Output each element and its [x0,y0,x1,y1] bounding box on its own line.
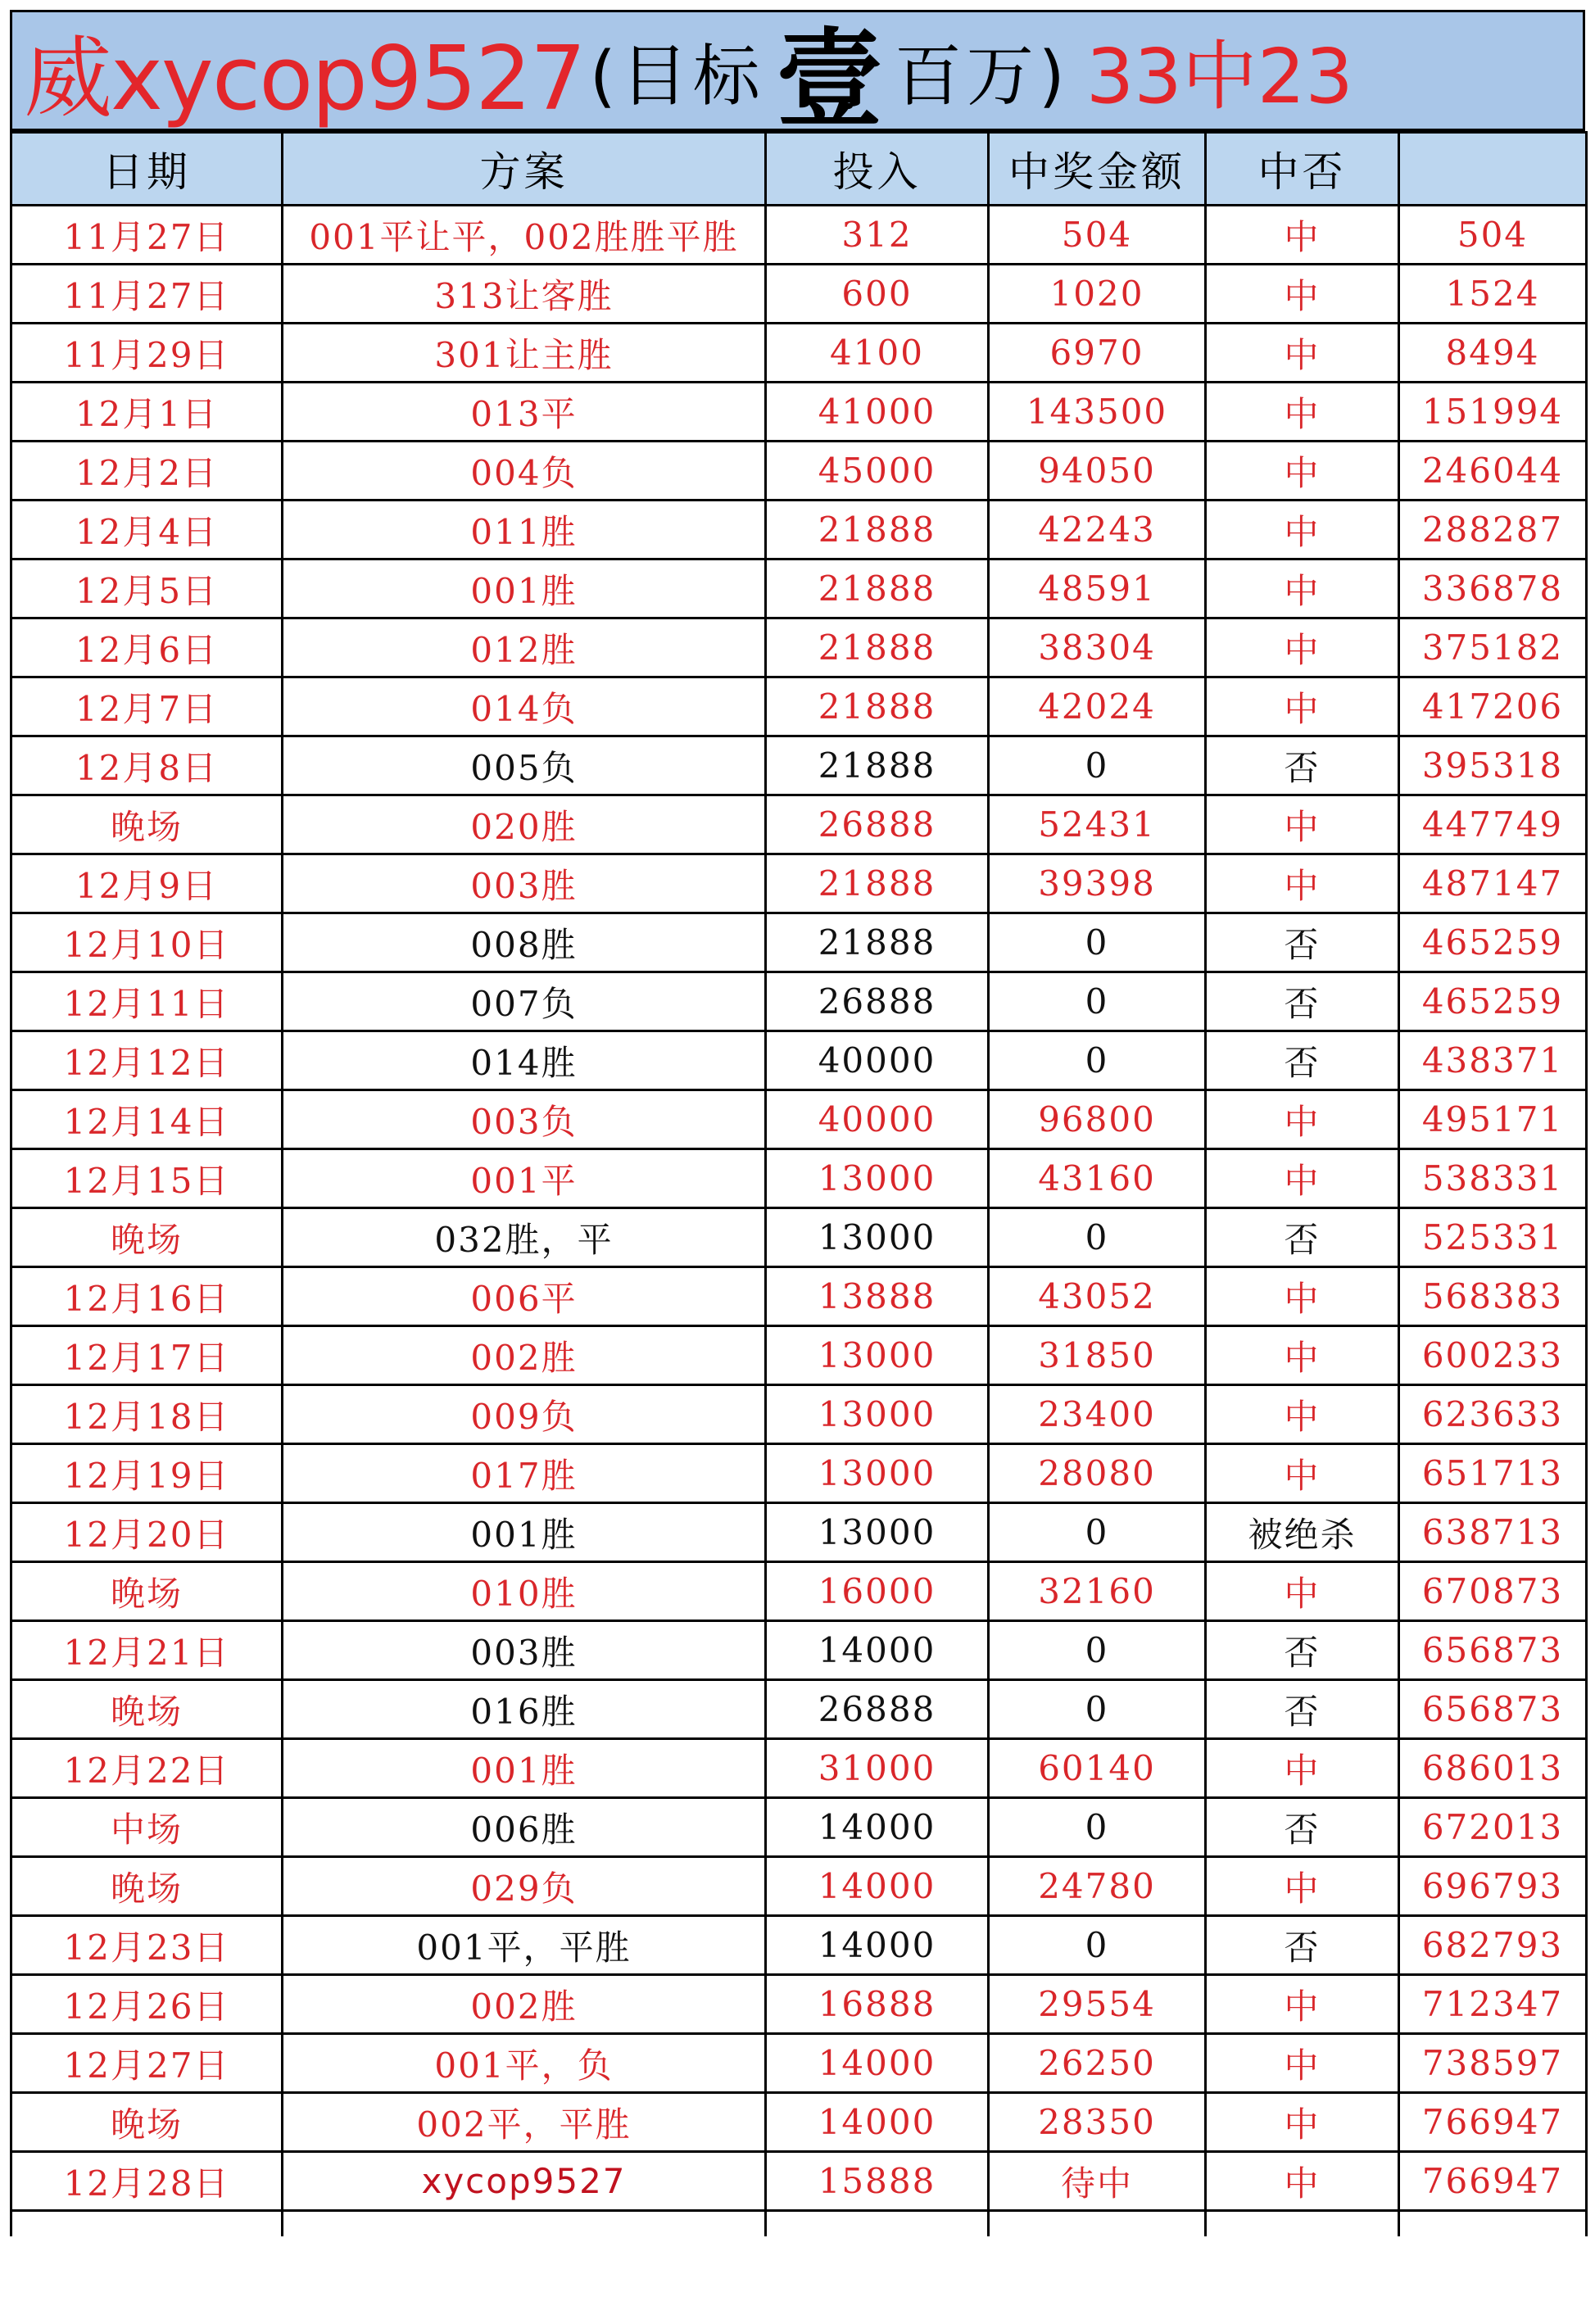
cell-date: 晚场 [11,1208,283,1267]
cell-total: 8494 [1399,324,1587,383]
cell-total: 682793 [1399,1916,1587,1975]
cell-date: 12月6日 [11,618,283,677]
header-plan: 方案 [283,133,766,206]
cell-stake: 40000 [766,1031,989,1090]
cell-prize: 48591 [989,559,1206,618]
cell-prize: 1020 [989,265,1206,324]
cell-plan: 001平 [283,1149,766,1208]
cell-date: 11月29日 [11,324,283,383]
cell-total: 465259 [1399,972,1587,1031]
title-brand: 威xycop9527 [24,27,585,130]
cell-plan: 301让主胜 [283,324,766,383]
cell-prize: 32160 [989,1562,1206,1621]
cell-result: 中 [1206,501,1399,559]
betting-record-sheet [10,10,1585,2236]
cell-result: 中 [1206,854,1399,913]
table-row [11,1031,1587,1090]
cell-prize: 0 [989,1503,1206,1562]
table-row [11,324,1587,383]
cell-stake: 41000 [766,383,989,442]
cell-total: 738597 [1399,2034,1587,2093]
cell-stake: 26888 [766,795,989,854]
cell-prize: 96800 [989,1090,1206,1149]
cell-total: 447749 [1399,795,1587,854]
cell-result: 中 [1206,1857,1399,1916]
cell-date: 晚场 [11,1562,283,1621]
table-row [11,972,1587,1031]
cell-total: 487147 [1399,854,1587,913]
cell-stake: 14000 [766,1798,989,1857]
cell-total: 417206 [1399,677,1587,736]
cell-total: 672013 [1399,1798,1587,1857]
cell-date: 12月11日 [11,972,283,1031]
empty-cell [11,2211,283,2237]
table-row [11,383,1587,442]
cell-plan: 013平 [283,383,766,442]
header-total [1399,133,1587,206]
header-stake: 投入 [766,133,989,206]
cell-stake: 13000 [766,1208,989,1267]
cell-prize: 0 [989,1208,1206,1267]
cell-prize: 42024 [989,677,1206,736]
cell-date: 11月27日 [11,206,283,265]
cell-total: 151994 [1399,383,1587,442]
cell-result: 中 [1206,1975,1399,2034]
cell-date: 12月4日 [11,501,283,559]
cell-plan: 029负 [283,1857,766,1916]
cell-prize: 0 [989,1798,1206,1857]
cell-date: 12月2日 [11,442,283,501]
cell-prize: 28080 [989,1444,1206,1503]
cell-plan: 009负 [283,1385,766,1444]
title-target-digit: 壹 [776,16,883,131]
cell-plan: 002胜 [283,1975,766,2034]
cell-prize: 0 [989,1031,1206,1090]
cell-prize: 待中 [989,2152,1206,2211]
cell-result: 中 [1206,2034,1399,2093]
cell-result: 中 [1206,1562,1399,1621]
table-row [11,854,1587,913]
cell-plan: 014胜 [283,1031,766,1090]
cell-plan: 001胜 [283,559,766,618]
cell-plan: 007负 [283,972,766,1031]
cell-result: 否 [1206,913,1399,972]
cell-date: 12月21日 [11,1621,283,1680]
cell-result: 中 [1206,2152,1399,2211]
cell-total: 712347 [1399,1975,1587,2034]
cell-prize: 29554 [989,1975,1206,2034]
cell-prize: 94050 [989,442,1206,501]
cell-date: 12月7日 [11,677,283,736]
header-result: 中否 [1206,133,1399,206]
cell-total: 670873 [1399,1562,1587,1621]
table-row [11,1562,1587,1621]
cell-stake: 13000 [766,1444,989,1503]
table-row [11,1444,1587,1503]
cell-prize: 143500 [989,383,1206,442]
cell-stake: 26888 [766,1680,989,1739]
table-row [11,2034,1587,2093]
cell-prize: 31850 [989,1326,1206,1385]
title-score: 33中23 [1085,33,1353,120]
table-row [11,1975,1587,2034]
table-row [11,1267,1587,1326]
empty-cell [283,2211,766,2237]
cell-stake: 26888 [766,972,989,1031]
cell-result: 中 [1206,1326,1399,1385]
cell-prize: 0 [989,913,1206,972]
cell-plan: 313让客胜 [283,265,766,324]
cell-stake: 14000 [766,2034,989,2093]
cell-total: 766947 [1399,2152,1587,2211]
empty-cell [1206,2211,1399,2237]
cell-date: 12月17日 [11,1326,283,1385]
cell-total: 696793 [1399,1857,1587,1916]
cell-prize: 6970 [989,324,1206,383]
cell-plan: 001胜 [283,1503,766,1562]
cell-date: 12月27日 [11,2034,283,2093]
cell-total: 1524 [1399,265,1587,324]
cell-plan: 012胜 [283,618,766,677]
cell-result: 中 [1206,795,1399,854]
table-row [11,206,1587,265]
cell-prize: 504 [989,206,1206,265]
table-row [11,1916,1587,1975]
cell-date: 12月12日 [11,1031,283,1090]
cell-total: 656873 [1399,1680,1587,1739]
cell-date: 12月26日 [11,1975,283,2034]
table-row [11,501,1587,559]
cell-date: 12月16日 [11,1267,283,1326]
table-row [11,1208,1587,1267]
cell-total: 438371 [1399,1031,1587,1090]
cell-total: 525331 [1399,1208,1587,1267]
cell-date: 晚场 [11,2093,283,2152]
table-row [11,677,1587,736]
cell-stake: 21888 [766,913,989,972]
cell-stake: 4100 [766,324,989,383]
cell-result: 中 [1206,618,1399,677]
cell-stake: 14000 [766,1857,989,1916]
cell-result: 中 [1206,1090,1399,1149]
cell-plan: 003胜 [283,854,766,913]
cell-stake: 16888 [766,1975,989,2034]
cell-date: 12月18日 [11,1385,283,1444]
cell-total: 656873 [1399,1621,1587,1680]
cell-date: 12月20日 [11,1503,283,1562]
cell-stake: 13888 [766,1267,989,1326]
cell-prize: 26250 [989,2034,1206,2093]
cell-result: 否 [1206,972,1399,1031]
cell-prize: 23400 [989,1385,1206,1444]
cell-prize: 0 [989,736,1206,795]
cell-total: 246044 [1399,442,1587,501]
cell-stake: 31000 [766,1739,989,1798]
cell-total: 336878 [1399,559,1587,618]
cell-stake: 13000 [766,1503,989,1562]
cell-plan: 003负 [283,1090,766,1149]
cell-result: 否 [1206,1031,1399,1090]
table-row [11,1621,1587,1680]
cell-stake: 13000 [766,1149,989,1208]
cell-plan: 010胜 [283,1562,766,1621]
cell-result: 中 [1206,2093,1399,2152]
cell-total: 538331 [1399,1149,1587,1208]
cell-date: 晚场 [11,795,283,854]
cell-plan: 001平让平，002胜胜平胜 [283,206,766,265]
table-row [11,2093,1587,2152]
cell-prize: 28350 [989,2093,1206,2152]
cell-total: 623633 [1399,1385,1587,1444]
cell-total: 375182 [1399,618,1587,677]
cell-total: 465259 [1399,913,1587,972]
header-date: 日期 [11,133,283,206]
cell-stake: 40000 [766,1090,989,1149]
cell-date: 12月23日 [11,1916,283,1975]
cell-stake: 600 [766,265,989,324]
cell-date: 中场 [11,1798,283,1857]
table-row [11,1503,1587,1562]
table-row [11,736,1587,795]
cell-prize: 0 [989,1680,1206,1739]
cell-result: 否 [1206,1916,1399,1975]
cell-prize: 42243 [989,501,1206,559]
cell-prize: 0 [989,1916,1206,1975]
table-row [11,1857,1587,1916]
cell-date: 12月1日 [11,383,283,442]
cell-date: 12月8日 [11,736,283,795]
cell-result: 中 [1206,265,1399,324]
cell-plan: 006平 [283,1267,766,1326]
table-row [11,1385,1587,1444]
table-header-row [11,133,1587,206]
cell-result: 中 [1206,1739,1399,1798]
cell-total: 686013 [1399,1739,1587,1798]
cell-prize: 38304 [989,618,1206,677]
cell-total: 651713 [1399,1444,1587,1503]
title-banner [10,10,1585,131]
table-row [11,913,1587,972]
cell-result: 中 [1206,442,1399,501]
cell-result: 中 [1206,1149,1399,1208]
cell-total: 495171 [1399,1090,1587,1149]
cell-plan: 002平，平胜 [283,2093,766,2152]
cell-result: 中 [1206,677,1399,736]
header-prize: 中奖金额 [989,133,1206,206]
cell-stake: 13000 [766,1385,989,1444]
cell-date: 12月19日 [11,1444,283,1503]
cell-plan: 032胜，平 [283,1208,766,1267]
cell-result: 中 [1206,206,1399,265]
empty-cell [766,2211,989,2237]
cell-plan: 011胜 [283,501,766,559]
cell-date: 11月27日 [11,265,283,324]
cell-stake: 14000 [766,1916,989,1975]
cell-result: 中 [1206,1267,1399,1326]
title-target-suffix: 百万) [894,37,1070,116]
cell-stake: 21888 [766,854,989,913]
cell-stake: 21888 [766,677,989,736]
cell-prize: 24780 [989,1857,1206,1916]
cell-date: 12月10日 [11,913,283,972]
cell-stake: 15888 [766,2152,989,2211]
cell-plan: 001平，平胜 [283,1916,766,1975]
table-row [11,795,1587,854]
table-row [11,2152,1587,2211]
cell-plan: xycop9527 [283,2152,766,2211]
cell-prize: 43052 [989,1267,1206,1326]
cell-plan: 020胜 [283,795,766,854]
cell-stake: 21888 [766,736,989,795]
cell-date: 12月15日 [11,1149,283,1208]
cell-result: 否 [1206,1680,1399,1739]
empty-cell [1399,2211,1587,2237]
title-target-prefix: (目标 [589,37,765,116]
cell-date: 12月22日 [11,1739,283,1798]
cell-plan: 006胜 [283,1798,766,1857]
cell-result: 否 [1206,736,1399,795]
cell-stake: 14000 [766,1621,989,1680]
cell-prize: 0 [989,972,1206,1031]
cell-plan: 001平，负 [283,2034,766,2093]
cell-date: 晚场 [11,1857,283,1916]
cell-plan: 017胜 [283,1444,766,1503]
cell-plan: 004负 [283,442,766,501]
cell-result: 中 [1206,324,1399,383]
cell-date: 12月14日 [11,1090,283,1149]
cell-plan: 014负 [283,677,766,736]
cell-plan: 003胜 [283,1621,766,1680]
cell-result: 否 [1206,1621,1399,1680]
cell-plan: 016胜 [283,1680,766,1739]
cell-prize: 60140 [989,1739,1206,1798]
cell-plan: 008胜 [283,913,766,972]
cell-stake: 13000 [766,1326,989,1385]
cell-stake: 16000 [766,1562,989,1621]
cell-result: 否 [1206,1798,1399,1857]
cell-result: 被绝杀 [1206,1503,1399,1562]
table-row [11,265,1587,324]
table-row [11,1326,1587,1385]
cell-result: 中 [1206,1385,1399,1444]
table-row [11,1798,1587,1857]
table-row [11,442,1587,501]
cell-result: 否 [1206,1208,1399,1267]
table-row [11,1149,1587,1208]
cell-total: 600233 [1399,1326,1587,1385]
table-row [11,1680,1587,1739]
cell-date: 晚场 [11,1680,283,1739]
cell-total: 638713 [1399,1503,1587,1562]
cell-plan: 001胜 [283,1739,766,1798]
cell-plan: 005负 [283,736,766,795]
cell-total: 288287 [1399,501,1587,559]
cell-result: 中 [1206,1444,1399,1503]
cell-stake: 21888 [766,618,989,677]
cell-stake: 45000 [766,442,989,501]
cell-date: 12月9日 [11,854,283,913]
table-body [11,206,1587,2237]
cell-stake: 312 [766,206,989,265]
cell-plan: 002胜 [283,1326,766,1385]
table-row [11,618,1587,677]
cell-stake: 21888 [766,559,989,618]
empty-cell [989,2211,1206,2237]
cell-stake: 14000 [766,2093,989,2152]
cell-total: 568383 [1399,1267,1587,1326]
record-table [10,131,1588,2236]
table-row-empty [11,2211,1587,2237]
cell-result: 中 [1206,383,1399,442]
cell-prize: 43160 [989,1149,1206,1208]
cell-date: 12月28日 [11,2152,283,2211]
table-row [11,1090,1587,1149]
cell-prize: 52431 [989,795,1206,854]
cell-total: 766947 [1399,2093,1587,2152]
cell-prize: 0 [989,1621,1206,1680]
table-row [11,559,1587,618]
cell-prize: 39398 [989,854,1206,913]
cell-date: 12月5日 [11,559,283,618]
cell-stake: 21888 [766,501,989,559]
table-row [11,1739,1587,1798]
cell-total: 504 [1399,206,1587,265]
cell-result: 中 [1206,559,1399,618]
cell-total: 395318 [1399,736,1587,795]
